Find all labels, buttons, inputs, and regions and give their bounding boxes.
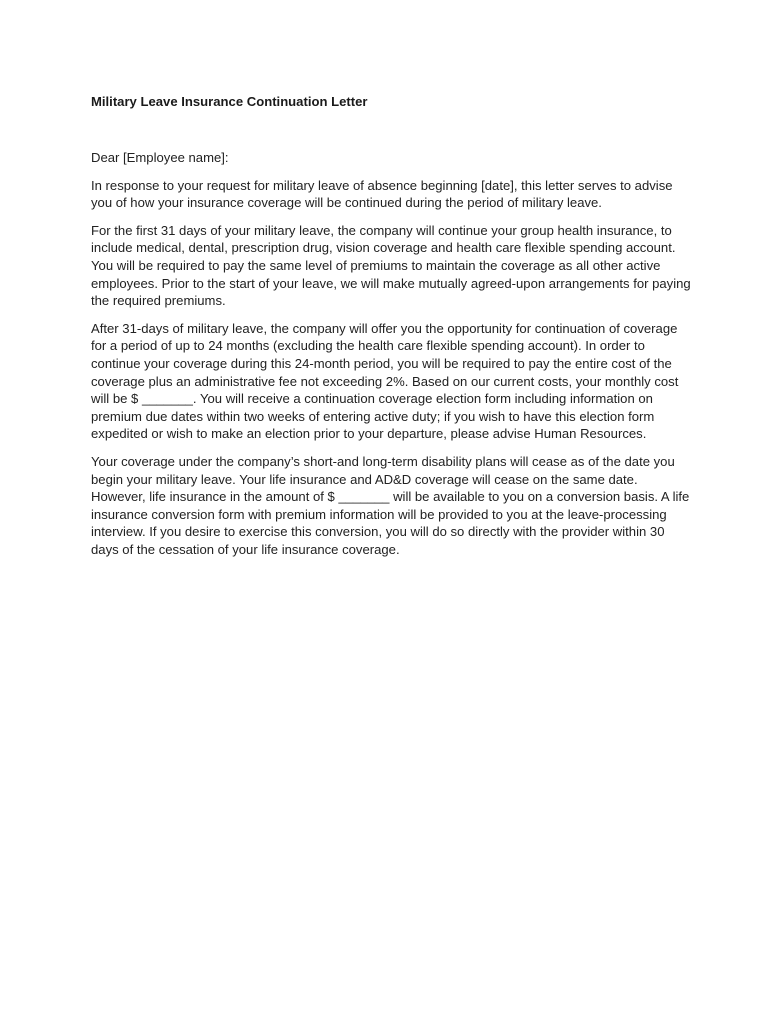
salutation: Dear [Employee name]: <box>91 150 229 165</box>
paragraph-first-31-days: For the first 31 days of your military leave, the company will continue your group health insurance, to include medical, dental, prescription drug, vision coverage and health care flexible spending account. You will be required to pay the same level of premiums to maintain the coverage as all other active employees. Prior to the start of your leave, we will make mutually agreed-upon arrangements for paying the required premiums. <box>91 222 691 309</box>
letter-body <box>91 93 691 558</box>
paragraph-continuation-coverage: After 31-days of military leave, the company will offer you the opportunity for continuation of coverage for a period of up to 24 months (excluding the health care flexible spending account). In order to continue your coverage during this 24-month period, you will be required to pay the entire cost of the coverage plus an administrative fee not exceeding 2%. Based on our current costs, your monthly cost will be $ _______. You will receive a continuation coverage election form including information on premium due dates within two weeks of entering active duty; if you wish to have this election form expedited or wish to make an election prior to your departure, please advise Human Resources. <box>91 320 679 442</box>
paragraph-intro: In response to your request for military leave of absence beginning [date], this letter serves to advise you of how your insurance coverage will be continued during the period of military leave. <box>91 177 673 211</box>
paragraph-disability-life-insurance: Your coverage under the company’s short-and long-term disability plans will cease as of the date you begin your military leave. Your life insurance and AD&D coverage will cease on the same date. However, life insurance in the amount of $ _______ will be available to you on a conversion basis. A life insurance conversion form with premium information will be provided to you at the leave-processing interview. If you desire to exercise this conversion, you will do so directly with the provider within 30 days of the cessation of your life insurance coverage. <box>91 453 690 557</box>
letter-title: Military Leave Insurance Continuation Letter <box>91 94 368 109</box>
